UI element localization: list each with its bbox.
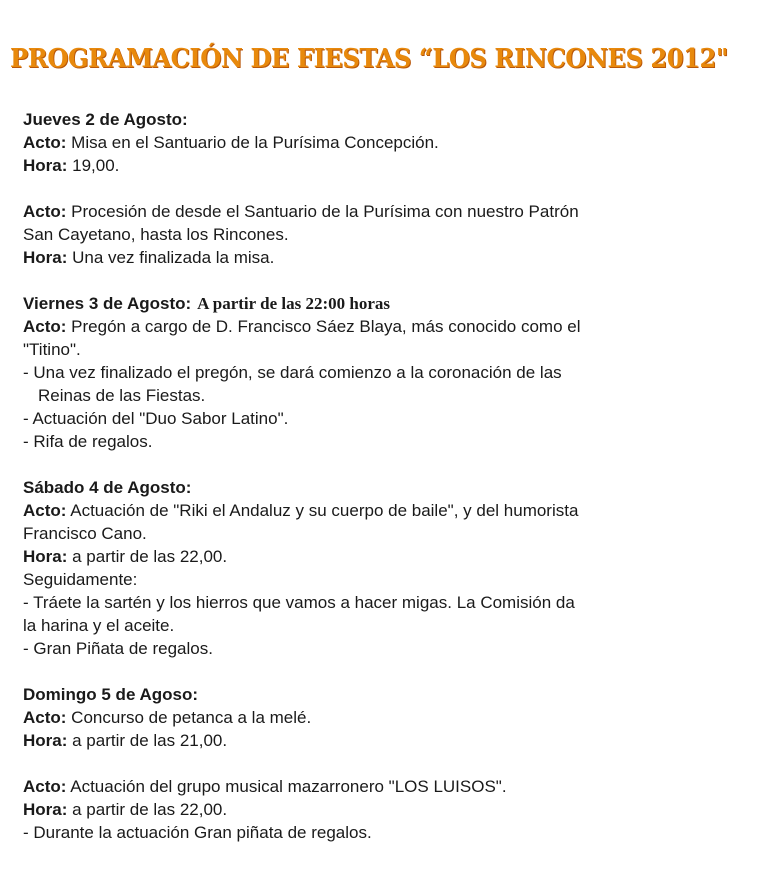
list-item: - Actuación del "Duo Sabor Latino". (23, 409, 289, 428)
hora-text: 19,00. (67, 156, 120, 175)
program-content (23, 108, 723, 844)
acto-label: Acto: (23, 317, 67, 336)
acto-label: Acto: (23, 708, 67, 727)
hora-label: Hora: (23, 248, 68, 267)
list-item: - Rifa de regalos. (23, 432, 153, 451)
acto-label: Acto: (23, 202, 67, 221)
hora-label: Hora: (23, 547, 68, 566)
acto-text: Concurso de petanca a la melé. (66, 708, 312, 727)
day-heading-line (23, 292, 723, 315)
day-heading: Viernes 3 de Agosto: (23, 294, 192, 313)
acto-line (23, 315, 723, 338)
acto-text: Procesión de desde el Santuario de la Purísima con nuestro Patrón (66, 202, 579, 221)
page-title: PROGRAMACIÓN DE FIESTAS “LOS RINCONES 2012" (10, 44, 729, 74)
acto-line (23, 775, 723, 798)
list-item: - Durante la actuación Gran piñata de regalos. (23, 823, 372, 842)
time-note: A partir de las 22:00 horas (197, 294, 390, 313)
day-viernes (23, 292, 723, 453)
list-item-continued: Reinas de las Fiestas. (38, 386, 206, 405)
acto-text-continued: Francisco Cano. (23, 524, 147, 543)
day-domingo (23, 683, 723, 844)
day-heading: Sábado 4 de Agosto: (23, 478, 192, 497)
acto-line (23, 131, 723, 154)
acto-text: Pregón a cargo de D. Francisco Sáez Blaya, más conocido como el (66, 317, 581, 336)
acto-line (23, 706, 723, 729)
day-heading: Domingo 5 de Agoso: (23, 685, 199, 704)
hora-text: a partir de las 21,00. (67, 731, 228, 750)
acto-text: Actuación de "Riki el Andaluz y su cuerpo de baile", y del humorista (66, 501, 579, 520)
acto-label: Acto: (23, 501, 67, 520)
acto-label: Acto: (23, 777, 67, 796)
hora-text: Una vez finalizada la misa. (67, 248, 275, 267)
list-item: - Tráete la sartén y los hierros que vamos a hacer migas. La Comisión da (23, 593, 575, 612)
hora-line (23, 154, 723, 177)
hora-line (23, 798, 723, 821)
list-item-continued: la harina y el aceite. (23, 616, 175, 635)
hora-text: a partir de las 22,00. (67, 800, 228, 819)
hora-text: a partir de las 22,00. (67, 547, 228, 566)
acto-line (23, 200, 723, 223)
hora-line (23, 246, 723, 269)
hora-line (23, 545, 723, 568)
day-heading: Jueves 2 de Agosto: (23, 110, 188, 129)
acto-label: Acto: (23, 133, 67, 152)
hora-label: Hora: (23, 156, 68, 175)
acto-text-continued: "Titino". (23, 340, 81, 359)
seguidamente-label: Seguidamente: (23, 570, 138, 589)
acto-line (23, 499, 723, 522)
acto-text: Actuación del grupo musical mazarronero "LOS LUISOS". (66, 777, 507, 796)
list-item: - Gran Piñata de regalos. (23, 639, 213, 658)
hora-label: Hora: (23, 800, 68, 819)
list-item: - Una vez finalizado el pregón, se dará comienzo a la coronación de las (23, 363, 562, 382)
hora-label: Hora: (23, 731, 68, 750)
acto-text-continued: San Cayetano, hasta los Rincones. (23, 225, 289, 244)
day-jueves (23, 108, 723, 269)
acto-text: Misa en el Santuario de la Purísima Concepción. (66, 133, 439, 152)
hora-line (23, 729, 723, 752)
day-sabado (23, 476, 723, 660)
